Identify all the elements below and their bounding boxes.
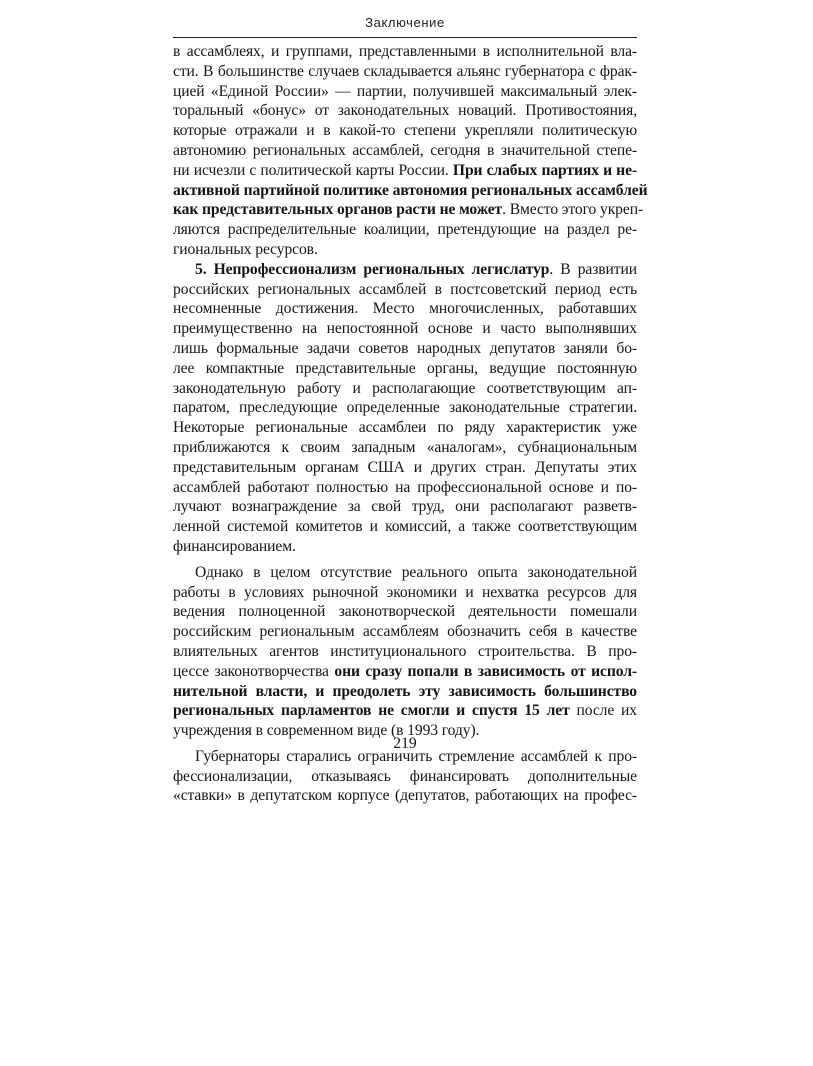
text-run: российским региональным ассамблеям обозначить себя в качестве [173,623,637,641]
bold-text-run: как представительных органов расти не может [173,201,503,219]
text-line [173,220,637,240]
text-line [173,141,637,161]
text-line [173,161,637,181]
text-run: лишь формальные задачи советов народных депутатов заняли бо- [173,339,637,357]
bold-text-run: При слабых партиях и не- [452,161,637,179]
text-run: цессе законотворчества [173,662,335,680]
text-run: ленной системой комитетов и комиссий, а также соответствующим [173,518,637,536]
text-line [173,682,637,702]
text-line [173,101,637,121]
bold-text-run: 5. Непрофессионализм региональных легислатур [195,260,550,278]
text-run: . В развитии [549,260,637,278]
text-line [173,438,637,458]
text-line [173,240,637,260]
text-run: Однако в целом отсутствие реального опыта законодательной [195,563,637,581]
text-run: паратом, преследующие определенные законодательные стратегии. [173,399,637,417]
text-line [173,478,637,498]
text-line [173,62,637,82]
text-line [173,82,637,102]
text-run: финансированием. [173,537,296,555]
text-run: работы в условиях рыночной экономики и нехватка ресурсов для [173,583,637,601]
bold-text-run: региональных парламентов не смогли и спустя 15 лет [173,702,570,720]
text-run: лее компактные представительные органы, ведущие постоянную [173,359,637,377]
bold-text-run: они сразу попали в зависимость от испол- [334,662,637,680]
text-run: Губернаторы старались ограничить стремление ассамблей к про- [195,747,637,765]
text-run: ассамблей работают полностью на профессиональной основе и по- [173,478,637,496]
text-run: российских региональных ассамблей в постсоветский период есть [173,280,637,298]
text-line [173,458,637,478]
text-line [173,622,637,642]
text-run: сти. В большинстве случаев складывается альянс губернатора с фрак- [173,62,637,80]
text-line [173,786,637,806]
text-line [173,537,637,557]
text-run: ни исчезли с политической карты России. [173,161,453,179]
text-run: ведения полноценной законотворческой деятельности помешали [173,603,637,621]
text-line [173,418,637,438]
text-run: приближаются к своим западным «аналогам», субнациональным [173,438,637,456]
text-run: торальный «бонус» от законодательных новаций. Противостояния, [173,102,637,120]
text-line [173,583,637,603]
text-run: фессионализации, отказываясь финансировать дополнительные [173,767,637,785]
text-line [173,42,637,62]
text-run: ляются распределительные коалиции, претендующие на раздел ре- [173,221,637,239]
text-line [173,563,637,583]
text-line [173,379,637,399]
text-run: после их [569,702,638,720]
text-line [173,319,637,339]
text-run: законодательную работу и располагающие соответствующим ап- [173,379,637,397]
text-line [173,517,637,537]
text-line [173,200,644,220]
text-run: учреждения в современном виде (в 1993 году). [173,722,480,740]
text-run: «ставки» в депутатском корпусе (депутатов, работающих на профес- [173,787,637,805]
text-line [173,497,637,517]
text-line [173,701,637,721]
text-line [173,260,637,280]
text-run: несомненные достижения. Место многочисленных, работавших [173,300,637,318]
text-run: цией «Единой России» — партии, получившей максимальный элек- [173,82,637,100]
text-line [173,602,637,622]
text-run: в ассамблеях, и группами, представленными в исполнительной вла- [173,43,637,60]
bold-text-run: нительной власти, и преодолеть эту зависимость большинство [173,682,637,700]
text-run: лучают вознаграждение за свой труд, они располагают разветв- [173,498,637,516]
book-page [173,0,648,1066]
text-line [173,121,637,141]
text-run: гиональных ресурсов. [173,240,318,258]
running-head: Заключение [365,15,445,30]
text-run: которые отражали и в какой-то степени укрепляли политическую [173,122,637,140]
bold-text-run: активной партийной политике автономия региональных ассамблей [173,181,648,199]
text-line [173,181,648,201]
text-run: преимущественно на непостоянной основе и часто выполнявших [173,320,637,338]
text-run: представительным органам США и других стран. Депутаты этих [173,458,637,476]
text-line [173,280,637,300]
text-line [173,642,637,662]
text-run: влиятельных агентов институционального строительства. В про- [173,642,637,660]
header-rule [173,37,637,38]
text-line [173,359,637,379]
text-run: автономию региональных ассамблей, сегодня в значительной степе- [173,141,637,159]
text-line [173,662,637,682]
page-number: 219 [393,735,417,752]
text-line [173,398,637,418]
body-text [173,42,648,806]
text-run: . Вместо этого укреп- [502,201,644,219]
text-line [173,339,637,359]
text-line [173,299,637,319]
text-line [173,767,637,787]
text-run: Некоторые региональные ассамблеи по ряду характеристик уже [173,419,637,437]
